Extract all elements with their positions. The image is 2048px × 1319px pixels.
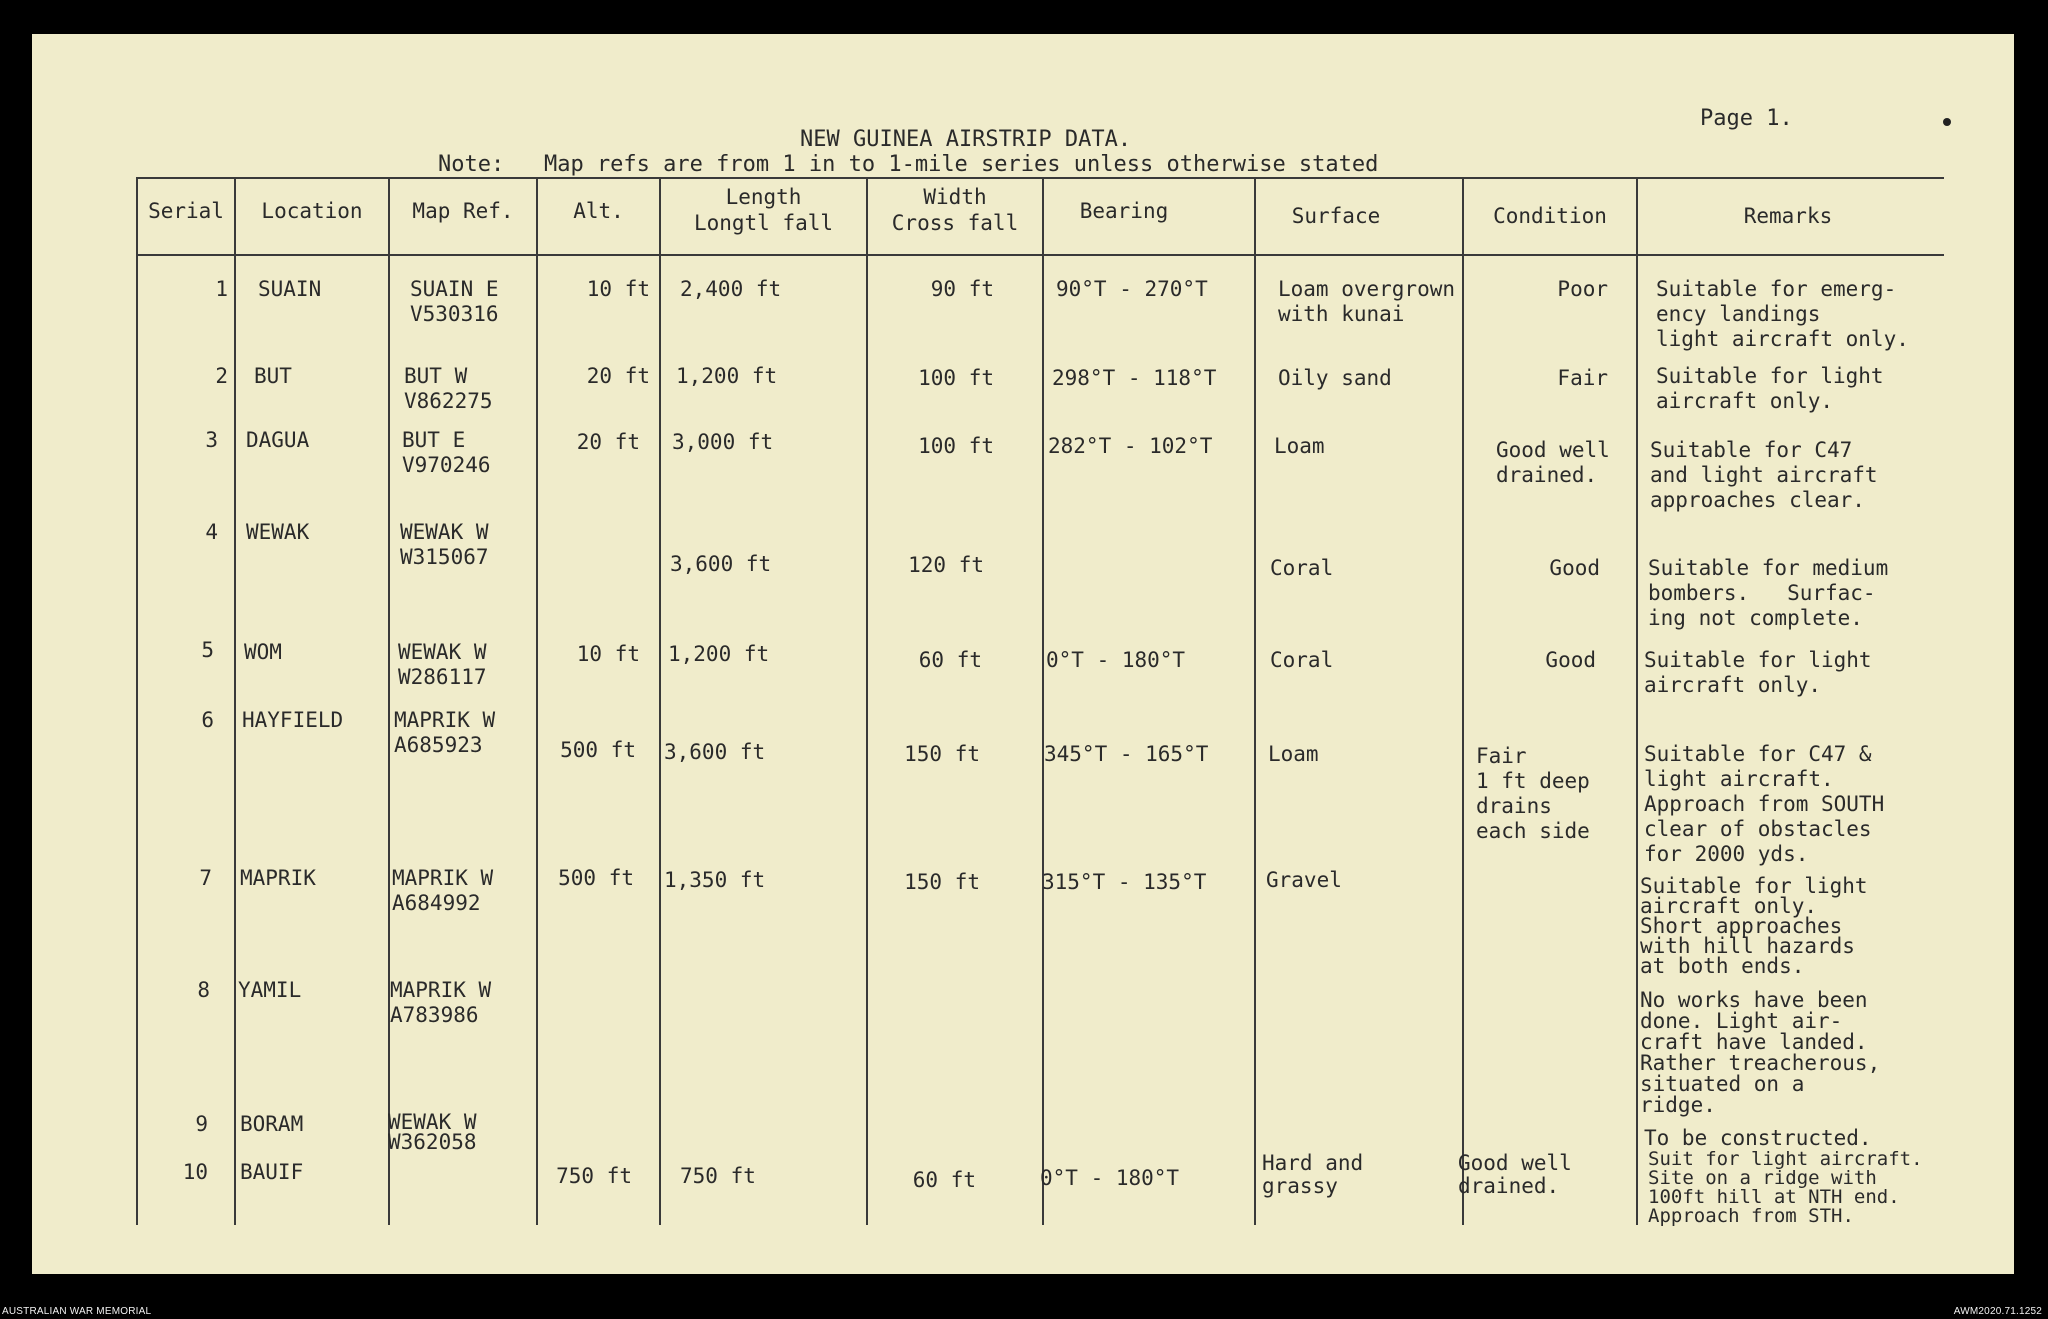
row-2-bearing: 298°T - 118°T <box>1052 366 1217 390</box>
row-3-surface: Loam <box>1274 434 1325 458</box>
row-1-map-ref: SUAIN E V530316 <box>410 277 499 326</box>
row-7-length: 1,350 ft <box>664 868 766 892</box>
row-10-length: 750 ft <box>680 1164 756 1188</box>
row-8-remarks: No works have been done. Light air- craft have landed. Rather treacherous, situated on a ridge. <box>1640 988 1881 1117</box>
row-10-surface: Hard and grassy <box>1262 1151 1364 1198</box>
row-9-map-ref: WEWAK W W362058 <box>388 1110 477 1154</box>
row-4-length: 3,600 ft <box>670 552 772 576</box>
row-10-bearing: 0°T - 180°T <box>1040 1166 1180 1190</box>
punch-mark <box>1943 118 1951 126</box>
document-note: Note: Map refs are from 1 in to 1-mile series unless otherwise stated <box>438 152 1379 177</box>
row-8-serial: 8 <box>197 978 210 1002</box>
row-2-condition: Fair <box>1557 366 1608 390</box>
row-3-bearing: 282°T - 102°T <box>1048 434 1213 458</box>
row-2-remarks: Suitable for light aircraft only. <box>1656 364 1884 413</box>
column-divider <box>388 177 390 1225</box>
row-7-width: 150 ft <box>904 870 980 894</box>
row-2-location: BUT <box>254 364 292 388</box>
row-4-width: 120 ft <box>908 553 984 577</box>
row-10-alt: 750 ft <box>556 1164 632 1188</box>
column-divider <box>234 177 236 1225</box>
row-1-width: 90 ft <box>930 277 994 301</box>
table-top-rule <box>136 177 1944 179</box>
row-7-location: MAPRIK <box>240 866 316 890</box>
row-8-location: YAMIL <box>238 978 302 1002</box>
row-1-surface: Loam overgrown with kunai <box>1278 277 1456 326</box>
row-5-width: 60 ft <box>918 648 982 672</box>
row-3-serial: 3 <box>205 428 218 452</box>
row-2-surface: Oily sand <box>1278 366 1392 390</box>
row-9-serial: 9 <box>195 1112 208 1136</box>
row-6-condition: Fair 1 ft deep drains each side <box>1476 744 1590 843</box>
header-bearing: Bearing <box>1079 199 1169 223</box>
row-6-location: HAYFIELD <box>242 708 344 732</box>
row-7-remarks: Suitable for light aircraft only. Short approaches with hill hazards at both ends. <box>1640 874 1868 978</box>
row-8-map-ref: MAPRIK W A783986 <box>390 978 492 1027</box>
row-2-alt: 20 ft <box>586 364 650 388</box>
row-2-length: 1,200 ft <box>676 364 778 388</box>
row-4-remarks: Suitable for medium bombers. Surfac- ing not complete. <box>1648 556 1889 630</box>
row-2-serial: 2 <box>215 364 228 388</box>
row-9-remarks: To be constructed. <box>1644 1126 1872 1150</box>
row-10-location: BAUIF <box>240 1160 304 1184</box>
header-serial: Serial <box>148 199 224 223</box>
header-alt: Alt. <box>573 199 624 223</box>
table-header-rule <box>136 254 1944 256</box>
footer-credit: AUSTRALIAN WAR MEMORIAL <box>2 1306 152 1317</box>
column-divider <box>1462 177 1464 1225</box>
row-3-alt: 20 ft <box>576 430 640 454</box>
row-7-serial: 7 <box>199 866 212 890</box>
column-divider <box>866 177 868 1225</box>
row-1-condition: Poor <box>1557 277 1608 301</box>
row-5-surface: Coral <box>1270 648 1334 672</box>
row-2-map-ref: BUT W V862275 <box>404 364 493 413</box>
row-6-width: 150 ft <box>904 742 980 766</box>
document-title: NEW GUINEA AIRSTRIP DATA. <box>800 127 1132 152</box>
footer-accession-number: AWM2020.71.1252 <box>1953 1306 2042 1317</box>
row-1-remarks: Suitable for emerg- ency landings light aircraft only. <box>1656 277 1909 351</box>
row-1-bearing: 90°T - 270°T <box>1056 277 1208 301</box>
row-10-width: 60 ft <box>912 1168 976 1192</box>
header-map-ref: Map Ref. <box>412 199 514 223</box>
row-1-alt: 10 ft <box>586 277 650 301</box>
header-condition: Condition <box>1493 204 1607 228</box>
row-7-surface: Gravel <box>1266 868 1342 892</box>
row-9-location: BORAM <box>240 1112 304 1136</box>
row-10-condition: Good well drained. <box>1458 1151 1572 1198</box>
row-4-location: WEWAK <box>246 520 310 544</box>
row-4-surface: Coral <box>1270 556 1334 580</box>
row-5-alt: 10 ft <box>576 642 640 666</box>
row-3-condition: Good well drained. <box>1496 438 1610 487</box>
column-divider <box>1636 177 1638 1225</box>
row-5-map-ref: WEWAK W W286117 <box>398 640 487 689</box>
row-10-remarks: Suit for light aircraft. Site on a ridge with 100ft hill at NTH end. Approach from STH. <box>1648 1148 1923 1227</box>
row-3-width: 100 ft <box>918 434 994 458</box>
column-divider <box>1042 177 1044 1225</box>
row-6-surface: Loam <box>1268 742 1319 766</box>
column-divider <box>136 177 138 1225</box>
row-6-map-ref: MAPRIK W A685923 <box>394 708 496 757</box>
column-divider <box>536 177 538 1225</box>
row-7-map-ref: MAPRIK W A684992 <box>392 866 494 915</box>
row-10-serial: 10 <box>182 1160 208 1184</box>
row-5-remarks: Suitable for light aircraft only. <box>1644 648 1872 697</box>
header-length: Length Longtl fall <box>693 185 834 235</box>
row-6-serial: 6 <box>201 708 214 732</box>
row-1-length: 2,400 ft <box>680 277 782 301</box>
row-6-bearing: 345°T - 165°T <box>1044 742 1209 766</box>
row-5-bearing: 0°T - 180°T <box>1046 648 1186 672</box>
row-4-condition: Good <box>1549 556 1600 580</box>
row-1-serial: 1 <box>215 277 228 301</box>
row-7-bearing: 315°T - 135°T <box>1042 870 1207 894</box>
row-5-location: WOM <box>244 640 282 664</box>
row-5-condition: Good <box>1545 648 1596 672</box>
row-3-remarks: Suitable for C47 and light aircraft approaches clear. <box>1650 438 1878 512</box>
row-5-serial: 5 <box>201 638 214 662</box>
row-5-length: 1,200 ft <box>668 642 770 666</box>
column-divider <box>659 177 661 1225</box>
row-2-width: 100 ft <box>918 366 994 390</box>
row-7-alt: 500 ft <box>558 866 634 890</box>
page-number: Page 1. <box>1700 106 1793 131</box>
row-4-serial: 4 <box>205 520 218 544</box>
header-location: Location <box>261 199 363 223</box>
row-6-remarks: Suitable for C47 & light aircraft. Approach from SOUTH clear of obstacles for 2000 yds. <box>1644 742 1885 866</box>
row-6-alt: 500 ft <box>560 738 636 762</box>
column-divider <box>1254 177 1256 1225</box>
row-6-length: 3,600 ft <box>664 740 766 764</box>
header-surface: Surface <box>1291 204 1381 228</box>
row-3-location: DAGUA <box>246 428 310 452</box>
row-1-location: SUAIN <box>258 277 322 301</box>
row-4-map-ref: WEWAK W W315067 <box>400 520 489 569</box>
row-3-map-ref: BUT E V970246 <box>402 428 491 477</box>
header-width: Width Cross fall <box>891 185 1019 235</box>
header-remarks: Remarks <box>1743 204 1833 228</box>
row-3-length: 3,000 ft <box>672 430 774 454</box>
